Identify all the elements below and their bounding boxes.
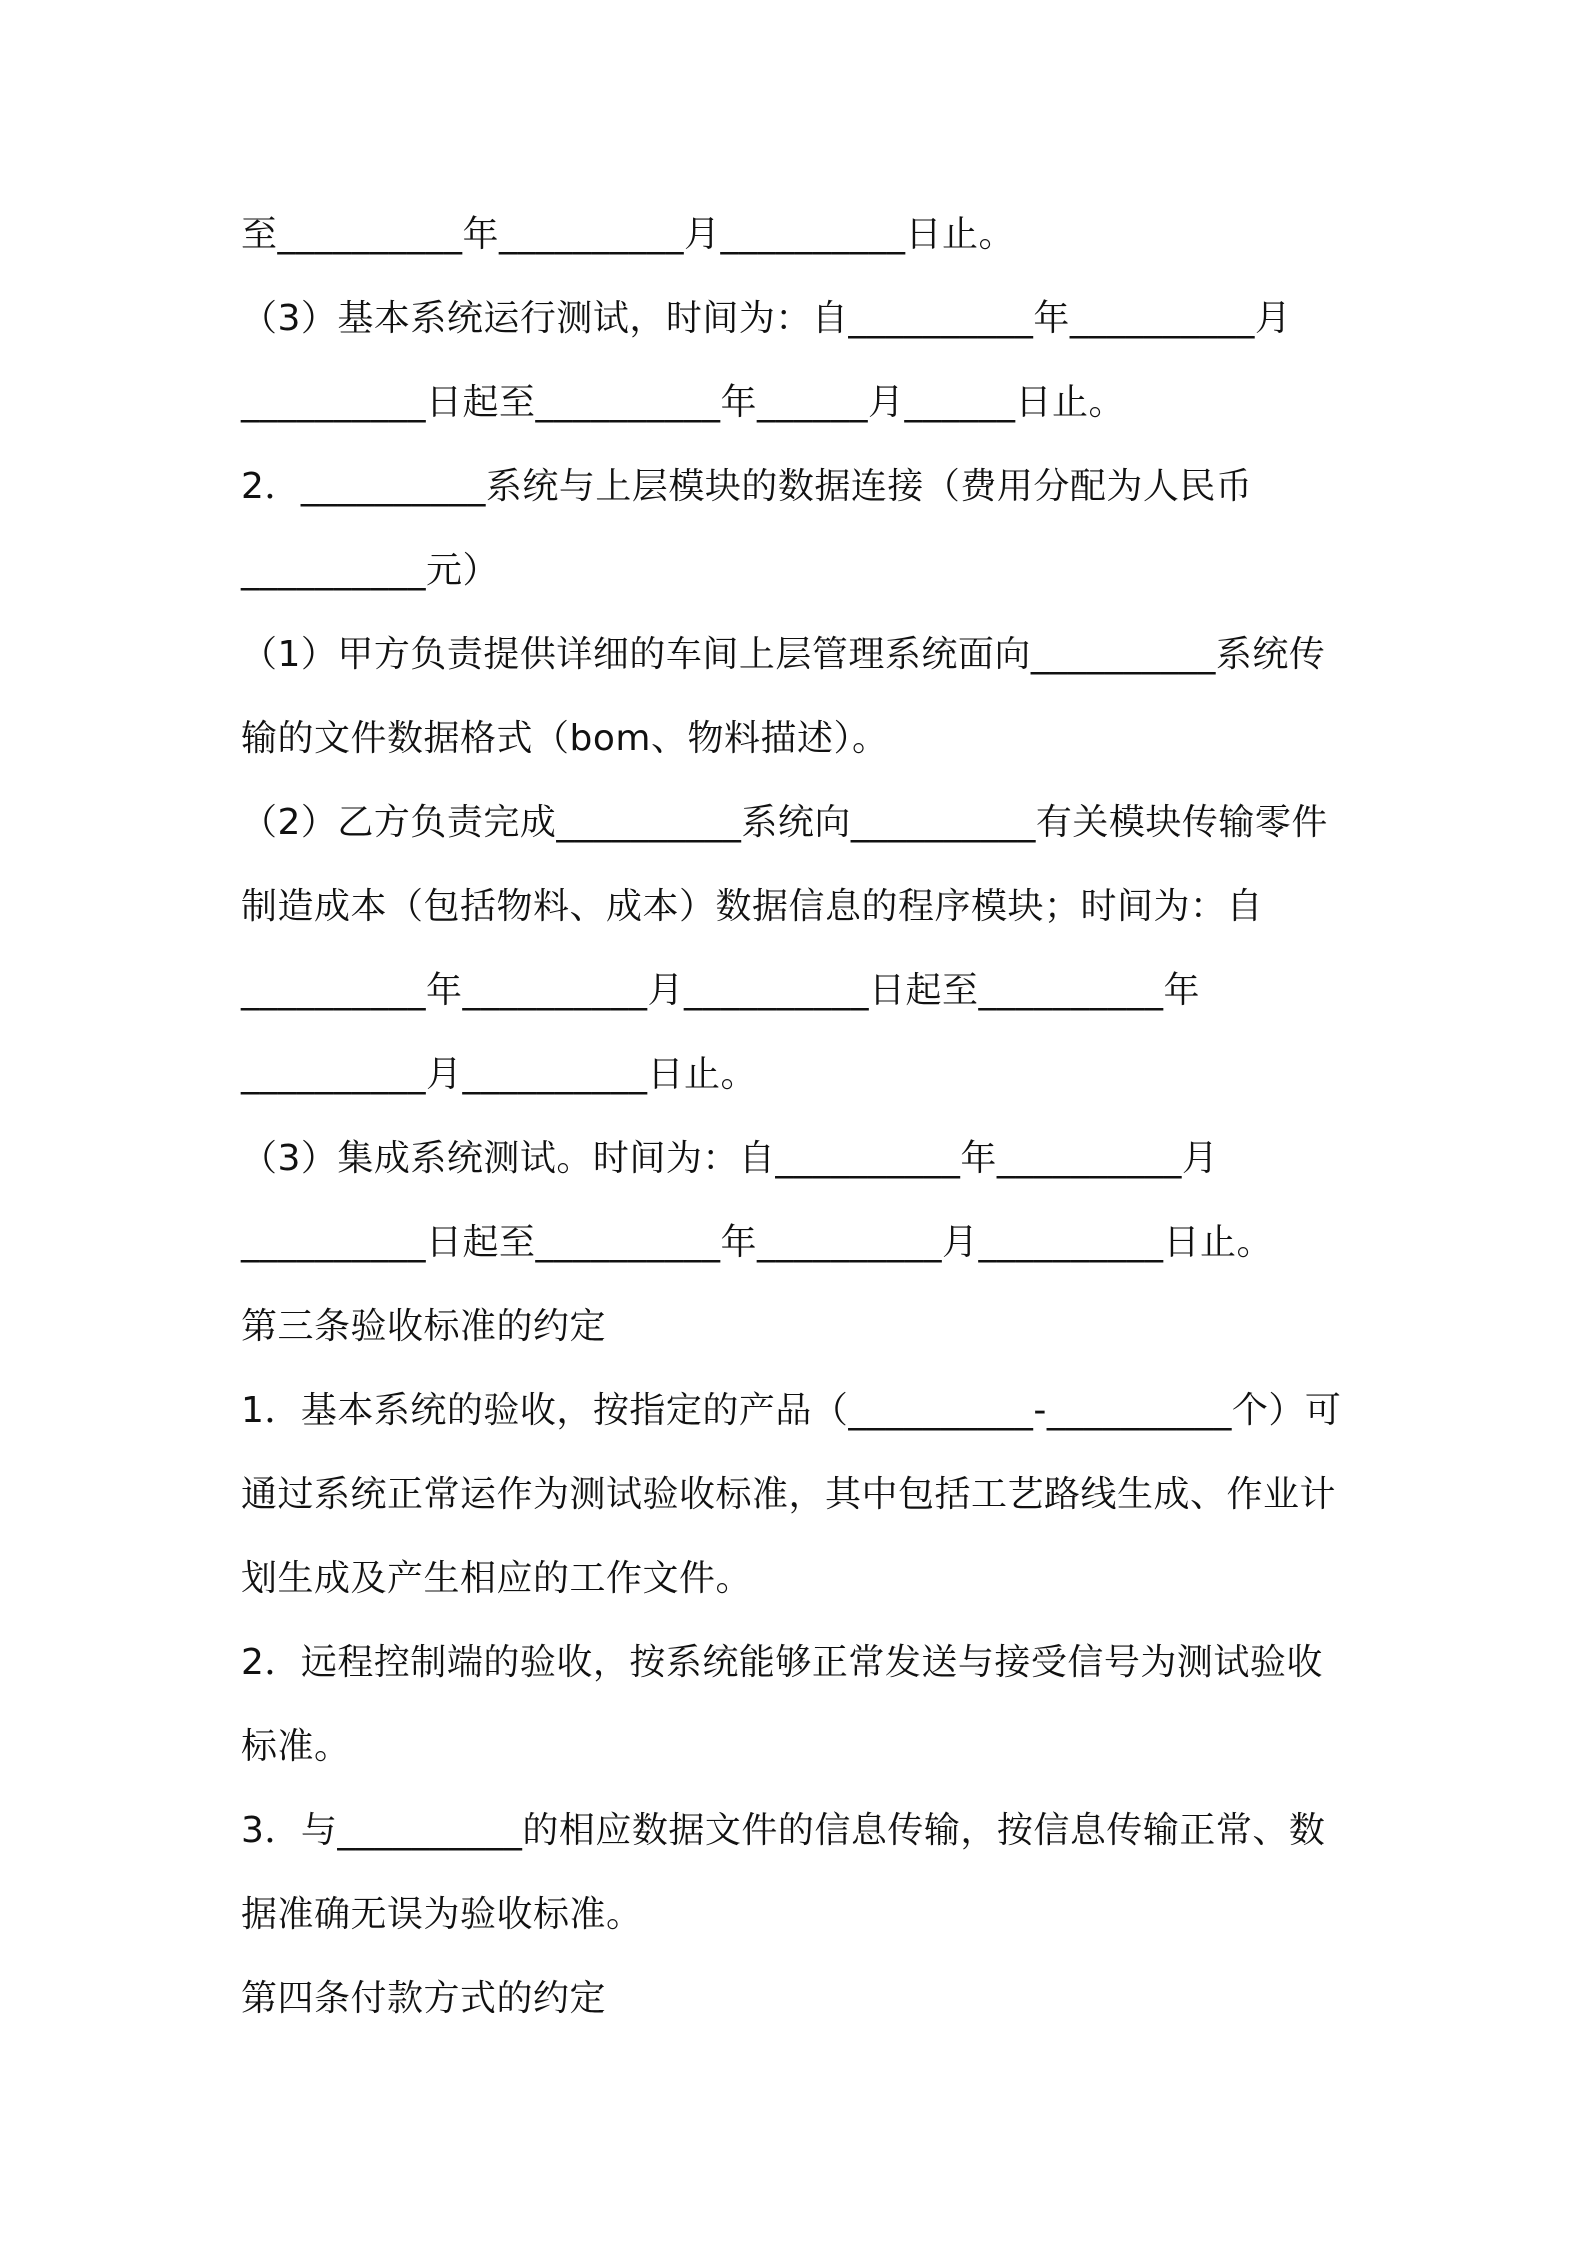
text-line: （3）基本系统运行测试，时间为：自__________年__________月 [241,298,1292,339]
text-line: 1．基本系统的验收，按指定的产品（__________-__________个）可 [241,1390,1342,1431]
text-line: __________元） [241,550,500,591]
section-heading: 第四条付款方式的约定 [241,1978,607,2019]
text-line: 2．远程控制端的验收，按系统能够正常发送与接受信号为测试验收 [241,1642,1323,1683]
text-line: __________日起至__________年__________月__________日止。 [241,1222,1274,1263]
text-line: 输的文件数据格式（bom、物料描述）。 [241,718,889,759]
text-line: 标准。 [241,1726,351,1767]
text-line: 划生成及产生相应的工作文件。 [241,1558,753,1599]
text-line: （1）甲方负责提供详细的车间上层管理系统面向__________系统传 [241,634,1326,675]
text-line: 据准确无误为验收标准。 [241,1894,643,1935]
text-line: __________年__________月__________日起至__________年 [241,970,1201,1011]
text-line: 2．__________系统与上层模块的数据连接（费用分配为人民币 [241,466,1253,507]
section-heading: 第三条验收标准的约定 [241,1306,607,1347]
text-line: __________月__________日止。 [241,1054,758,1095]
text-line: 至__________年__________月__________日止。 [241,214,1016,255]
text-line: 通过系统正常运作为测试验收标准，其中包括工艺路线生成、作业计 [241,1474,1337,1515]
text-line: （2）乙方负责完成__________系统向__________有关模块传输零件 [241,802,1328,843]
text-line: __________日起至__________年______月______日止。 [241,382,1126,423]
text-line: 制造成本（包括物料、成本）数据信息的程序模块；时间为：自 [241,886,1264,927]
text-line: 3．与__________的相应数据文件的信息传输，按信息传输正常、数 [241,1810,1326,1851]
text-line: （3）集成系统测试。时间为：自__________年__________月 [241,1138,1219,1179]
document-body [241,193,1361,2041]
